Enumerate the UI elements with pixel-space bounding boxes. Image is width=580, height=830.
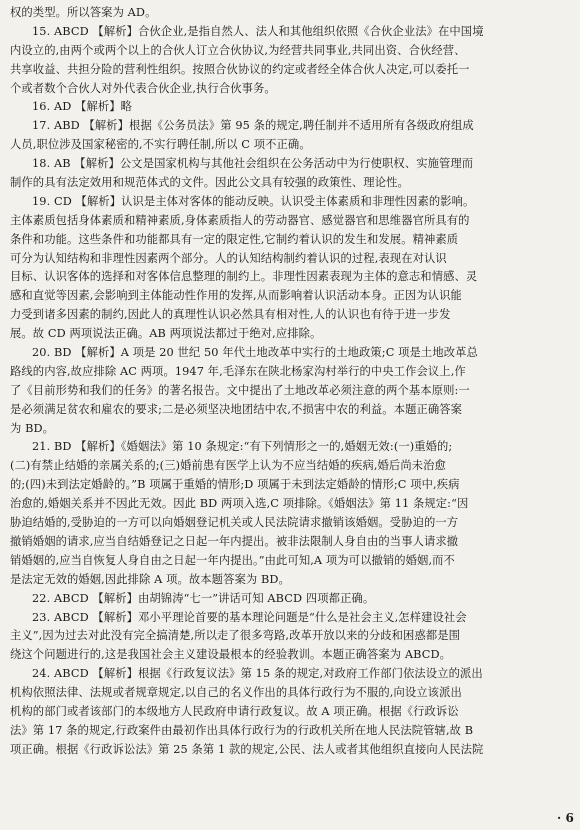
- text-line: 条件和功能。这些条件和功能都具有一定的限定性,它制约着认识的发生和发展。精神素质: [10, 232, 459, 246]
- text-line: 目标、认识客体的选择和对客体信息整理的制约上。非理性因素表现为主体的意志和情感、灵: [10, 270, 478, 284]
- text-line: 是法定无效的婚姻,因此排除 A 项。故本题答案为 BD。: [10, 572, 290, 586]
- answer-text-body: [10, 4, 566, 760]
- text-line: 展。故 CD 两项说法正确。AB 两项说法都过于绝对,应排除。: [10, 327, 322, 341]
- text-line: 撤销婚姻的请求,应当自结婚登记之日起一年内提出。被非法限制人身自由的当事人请求撤: [10, 534, 459, 548]
- text-line: 权的类型。所以答案为 AD。: [10, 6, 157, 19]
- text-line: 19. CD 【解析】认识是主体对客体的能动反映。认识受主体素质和非理性因素的影响。: [32, 194, 475, 208]
- text-line: 人员,职位涉及国家秘密的,不实行聘任制,所以 C 项不正确。: [10, 138, 311, 152]
- text-line: 力受到诸多因素的制约,因此人的真理性认识必然具有相对性,人的认识也有待于进一步发: [10, 308, 451, 322]
- text-line: 胁迫结婚的,受胁迫的一方可以向婚姻登记机关或人民法院请求撤销该婚姻。受胁迫的一方: [10, 516, 459, 530]
- page-number: · 6: [556, 811, 574, 826]
- text-line: 16. AD 【解析】略: [32, 100, 133, 114]
- text-line: 主体素质包括身体素质和精神素质,身体素质指人的劳动器官、感觉器官和思维器官所具有的: [10, 213, 470, 227]
- text-line: 机构依照法律、法规或者规章规定,以自己的名义作出的具体行政行为不服的,向设立该派出: [10, 686, 462, 700]
- text-line: 24. ABCD 【解析】根据《行政复议法》第 15 条的规定,对政府工作部门依法设立的派出: [32, 667, 483, 681]
- text-line: (二)有禁止结婚的亲属关系的;(三)婚前患有医学上认为不应当结婚的疾病,婚后尚未治愈: [10, 459, 446, 473]
- text-line: 内设立的,由两个或两个以上的合伙人订立合伙协议,为经营共同事业,共同出资、合伙经营、: [10, 43, 466, 57]
- text-line: 21. BD 【解析】《婚姻法》第 10 条规定:“有下列情形之一的,婚姻无效:(一)重婚的;: [32, 440, 453, 454]
- text-line: 主义”,因为过去对此没有完全搞清楚,所以走了很多弯路,改革开放以来的分歧和困惑都是围: [10, 629, 461, 643]
- text-line: 20. BD 【解析】A 项是 20 世纪 50 年代土地改革中实行的土地政策;C 项是土地改革总: [32, 346, 478, 360]
- text-line: 是必须满足贫农和雇农的要求;二是必须坚决地团结中农,不损害中农的利益。本题正确答案: [10, 402, 463, 416]
- text-line: 23. ABCD 【解析】邓小平理论首要的基本理论问题是“什么是社会主义,怎样建设社会: [32, 610, 467, 624]
- text-line: 项正确。根据《行政诉讼法》第 25 条第 1 款的规定,公民、法人或者其他组织直接向人民法院: [10, 742, 484, 756]
- text-line: 机构的部门或者该部门的本级地方人民政府申请行政复议。故 A 项正确。根据《行政诉讼: [10, 704, 459, 718]
- text-line: 法》第 17 条的规定,行政案件由最初作出具体行政行为的行政机关所在地人民法院管辖,故 B: [10, 723, 474, 737]
- text-line: 18. AB 【解析】公文是国家机构与其他社会组织在公务活动中为行使职权、实施管理而: [32, 157, 474, 171]
- text-line: 17. ABD 【解析】根据《公务员法》第 95 条的规定,聘任制并不适用所有各级政府组成: [32, 119, 474, 133]
- text-line: 共享收益、共担分险的营利性组织。按照合伙协议的约定或者经全体合伙人决定,可以委托一: [10, 62, 470, 76]
- text-line: 感和直觉等因素,会影响到主体能动性作用的发挥,从而影响着认识活动本身。正因为认识能: [10, 289, 462, 303]
- text-line: 22. ABCD 【解析】由胡锦涛“七一”讲话可知 ABCD 四项都正确。: [32, 591, 375, 605]
- text-line: 销婚姻的,应当自恢复人身自由之日起一年内提出。”由此可知,A 项为可以撤销的婚姻,而不: [10, 553, 455, 567]
- text-line: 了《目前形势和我们的任务》的著名报告。文中提出了土地改革必须注意的两个基本原则:一: [10, 383, 470, 397]
- text-line: 的;(四)未到法定婚龄的。”B 项属于重婚的情形;D 项属于未到法定婚龄的情形;C 项中,疾病: [10, 478, 460, 492]
- text-line: 可分为认知结构和非理性因素两个部分。人的认知结构制约着认识的过程,表现在对认识: [10, 251, 447, 265]
- text-line: 路线的内容,故应排除 AC 两项。1947 年,毛泽东在陕北杨家沟村举行的中央工作会议上,作: [10, 364, 466, 378]
- text-line: 为 BD。: [10, 421, 55, 435]
- text-line: 治愈的,婚姻关系并不因此无效。因此 BD 两项入选,C 项排除。《婚姻法》第 11 条规定:“因: [10, 497, 469, 511]
- text-line: 15. ABCD 【解析】合伙企业,是指自然人、法人和其他组织依照《合伙企业法》在中国境: [32, 24, 484, 38]
- text-line: 制作的具有法定效用和规范体式的文件。因此公文具有较强的政策性、理论性。: [10, 176, 409, 190]
- text-line: 个或者数个合伙人对外代表合伙企业,执行合伙事务。: [10, 81, 276, 95]
- text-line: 绕这个问题进行的,这是我国社会主义建设最根本的经验教训。本题正确答案为 ABCD。: [10, 648, 452, 662]
